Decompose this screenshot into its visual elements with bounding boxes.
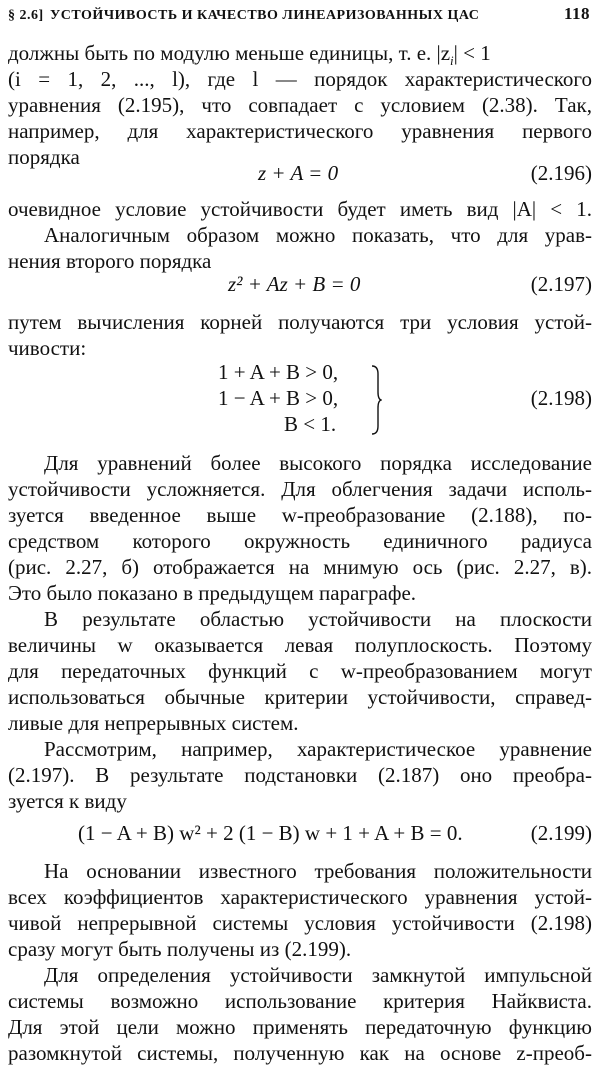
text-line: сразу могут быть получены из (2.199). bbox=[8, 937, 352, 961]
text-line: ливые для непрерывных систем. bbox=[8, 711, 299, 735]
text-line: использоваться обычные критерии устойчивости, справед- bbox=[8, 685, 592, 709]
running-header bbox=[8, 4, 590, 28]
right-brace bbox=[370, 364, 382, 436]
condition-2: 1 − A + B > 0, bbox=[218, 386, 339, 410]
text-line: нения второго порядка bbox=[8, 249, 212, 273]
text-line: (рис. 2.27, б) отображается на мнимую ось (рис. 2.27, в). bbox=[8, 555, 592, 579]
text-line: зуется к виду bbox=[8, 789, 127, 813]
page-number: 118 bbox=[563, 4, 590, 23]
condition-1: 1 + A + B > 0, bbox=[218, 360, 339, 384]
text-line: путем вычисления корней получаются три условия устой- bbox=[8, 310, 592, 334]
equation-2-196: z + A = 0 bbox=[258, 161, 339, 185]
text-line: должны быть по модулю меньше единицы, т. е. $|z_i| < 1$ bbox=[8, 41, 491, 69]
text-line: (i = 1, 2, ..., l), где l — порядок характеристического bbox=[8, 67, 592, 91]
text-line: Аналогичным образом можно показать, что для урав- bbox=[44, 223, 592, 247]
text-line: чивости: bbox=[8, 336, 87, 360]
text-line: величины w оказывается левая полуплоскость. Поэтому bbox=[8, 633, 592, 657]
text-line: например, для характеристического уравнения первого bbox=[8, 119, 592, 143]
text-line: порядка bbox=[8, 145, 80, 169]
text-line: разомкнутой системы, полученную как на основе z-преоб- bbox=[8, 1041, 592, 1065]
text-line: всех коэффициентов характеристического уравнения устой- bbox=[8, 885, 592, 909]
text-line: для передаточных функций с w-преобразованием могут bbox=[8, 659, 592, 683]
text-line: Для уравнений более высокого порядка исследование bbox=[44, 451, 592, 475]
equation-number: (2.196) bbox=[530, 161, 592, 185]
text-line: В результате областью устойчивости на плоскости bbox=[44, 607, 592, 631]
text-line: чивой непрерывной системы условия устойчивости (2.198) bbox=[8, 911, 592, 935]
text-line: средством которого окружность единичного радиуса bbox=[8, 529, 592, 553]
text-line: очевидное условие устойчивости будет иметь вид |A| < 1. bbox=[8, 197, 592, 221]
equation-2-197: z² + Az + B = 0 bbox=[228, 272, 361, 296]
running-title: УСТОЙЧИВОСТЬ И КАЧЕСТВО ЛИНЕАРИЗОВАННЫХ ЦАС bbox=[50, 8, 480, 23]
equation-number: (2.199) bbox=[530, 821, 592, 845]
text-line: Рассмотрим, например, характеристическое уравнение bbox=[44, 737, 592, 761]
equation-number: (2.197) bbox=[530, 272, 592, 296]
text-line: уравнения (2.195), что совпадает с условием (2.38). Так, bbox=[8, 93, 592, 117]
text-line: системы возможно использование критерия Найквиста. bbox=[8, 989, 592, 1013]
text-line: Для этой цели можно применять передаточную функцию bbox=[8, 1015, 592, 1039]
text-line: Для определения устойчивости замкнутой импульсной bbox=[44, 963, 592, 987]
text-line: На основании известного требования положительности bbox=[44, 859, 592, 883]
section-ref: § 2.6] bbox=[8, 8, 44, 23]
equation-2-199: (1 − A + B) w² + 2 (1 − B) w + 1 + A + B = 0. bbox=[78, 821, 463, 845]
text-line: (2.197). В результате подстановки (2.187) оно преобра- bbox=[8, 763, 592, 787]
text-line: устойчивости усложняется. Для облегчения задачи исполь- bbox=[8, 477, 592, 501]
condition-3: B < 1. bbox=[284, 412, 337, 436]
equation-number: (2.198) bbox=[530, 386, 592, 410]
text-line: зуется введенное выше w-преобразование (2.188), по- bbox=[8, 503, 592, 527]
text-line: Это было показано в предыдущем параграфе. bbox=[8, 581, 417, 605]
